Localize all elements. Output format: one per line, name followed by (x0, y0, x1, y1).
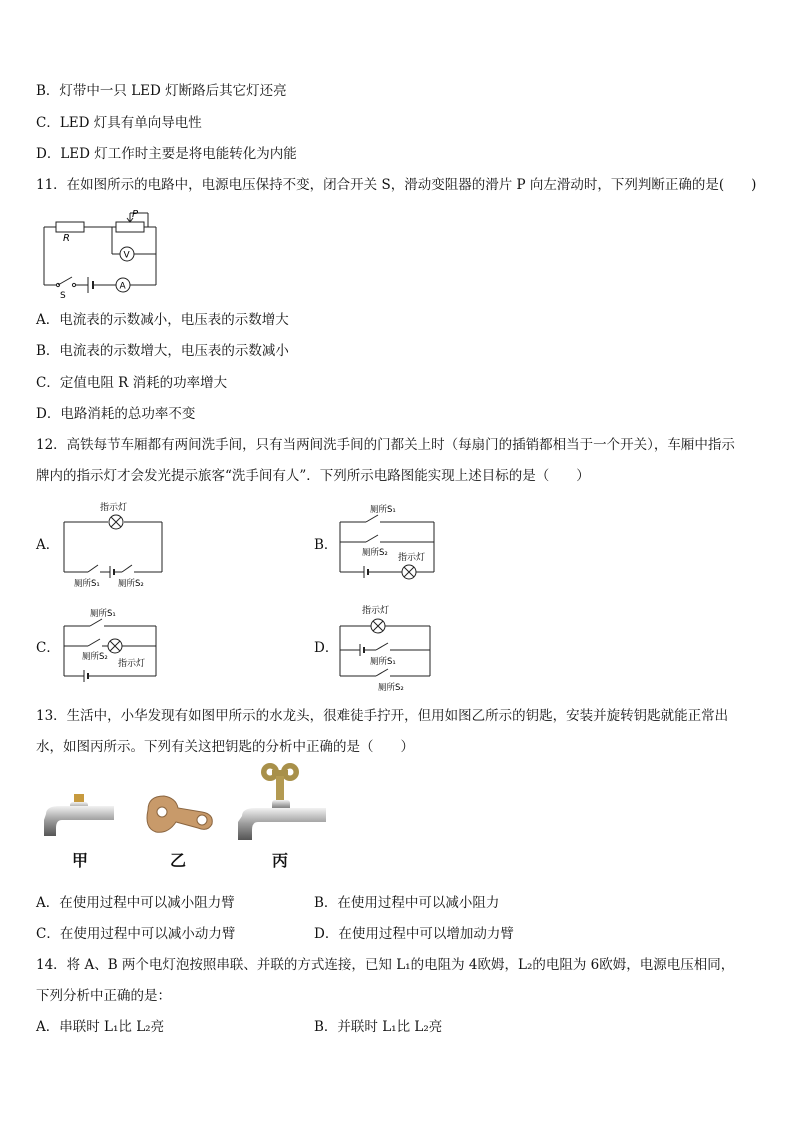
q12-label-b: B． (314, 537, 338, 553)
lamp-label: 指示灯 (398, 553, 426, 563)
caption-yi: 乙 (170, 851, 187, 870)
switch-s1-label: 厕所S₁ (74, 579, 100, 589)
q11-stem: 11．在如图所示的电路中，电源电压保持不变，闭合开关 S，滑动变阻器的滑片 P 向左滑动时，下列判断正确的是( ) (36, 177, 757, 193)
lamp-label: 指示灯 (100, 503, 128, 513)
q10-option-c: C．LED 灯具有单向导电性 (36, 115, 202, 131)
q12-circuit-c (60, 604, 170, 696)
q11-option-c: C．定值电阻 R 消耗的功率增大 (36, 375, 228, 391)
switch-s1-label: 厕所S₁ (90, 609, 116, 619)
q11-option-d: D．电路消耗的总功率不变 (36, 406, 196, 422)
q11-option-b: B．电流表的示数增大，电压表的示数减小 (36, 343, 289, 359)
q12-label-d: D． (314, 640, 339, 656)
resistor-r-symbol (56, 222, 84, 232)
q13-option-a: A．在使用过程中可以减小阻力臂 (36, 895, 235, 911)
q12-circuit-d (336, 600, 446, 696)
label-s: S (60, 291, 66, 300)
q14-stem-line2: 下列分析中正确的是： (36, 988, 171, 1004)
label-v: V (123, 250, 130, 261)
q11-circuit-diagram (36, 205, 166, 300)
key-picture (140, 790, 220, 842)
q12-circuit-a (60, 500, 170, 592)
switch-s2-label: 厕所S₂ (362, 548, 388, 558)
q14-option-b: B．并联时 L₁比 L₂亮 (314, 1019, 443, 1035)
switch-s1-label: 厕所S₁ (370, 505, 396, 515)
lamp-label: 指示灯 (118, 659, 146, 669)
q11-option-a: A．电流表的示数减小，电压表的示数增大 (36, 312, 289, 328)
q13-option-d: D．在使用过程中可以增加动力臂 (314, 926, 514, 942)
q13-stem-line2: 水，如图丙所示。下列有关这把钥匙的分析中正确的是（ ） (36, 739, 414, 755)
label-r: R (63, 233, 70, 244)
q12-label-c: C． (36, 640, 60, 656)
q13-option-c: C．在使用过程中可以减小动力臂 (36, 926, 236, 942)
switch-s2-label: 厕所S₂ (378, 683, 404, 693)
q12-stem-line1: 12．高铁每节车厢都有两间洗手间，只有当两间洗手间的门都关上时（每扇门的插销都相当于一个开关），车厢中指示 (36, 437, 735, 453)
caption-bing: 丙 (272, 851, 289, 870)
q12-stem-line2: 牌内的指示灯才会发光提示旅客“洗手间有人”．下列所示电路图能实现上述目标的是（ ） (36, 468, 590, 484)
rheostat-symbol (116, 222, 144, 232)
switch-s2-label: 厕所S₂ (118, 579, 144, 589)
q12-circuit-b (336, 500, 446, 592)
label-p: P (132, 209, 139, 220)
q10-option-d: D．LED 灯工作时主要是将电能转化为内能 (36, 146, 297, 162)
q13-option-b: B．在使用过程中可以减小阻力 (314, 895, 500, 911)
faucet-with-key-picture (234, 760, 330, 844)
q13-stem-line1: 13．生活中，小华发现有如图甲所示的水龙头，很难徒手拧开，但用如图乙所示的钥匙，安装并旋转钥匙就能正常出 (36, 708, 729, 724)
caption-jia: 甲 (72, 851, 89, 870)
faucet-picture (40, 792, 120, 842)
q10-option-b: B．灯带中一只 LED 灯断路后其它灯还亮 (36, 83, 287, 99)
q14-option-a: A．串联时 L₁比 L₂亮 (36, 1019, 165, 1035)
q12-label-a: A． (36, 537, 60, 553)
label-a: A (119, 281, 126, 292)
switch-s1-label: 厕所S₁ (370, 657, 396, 667)
lamp-label: 指示灯 (362, 606, 390, 616)
q14-stem-line1: 14．将 A、B 两个电灯泡按照串联、并联的方式连接，已知 L₁的电阻为 4欧姆，L₂的电阻为 6欧姆，电源电压相同， (36, 957, 735, 973)
switch-s2-label: 厕所S₂ (82, 652, 108, 662)
